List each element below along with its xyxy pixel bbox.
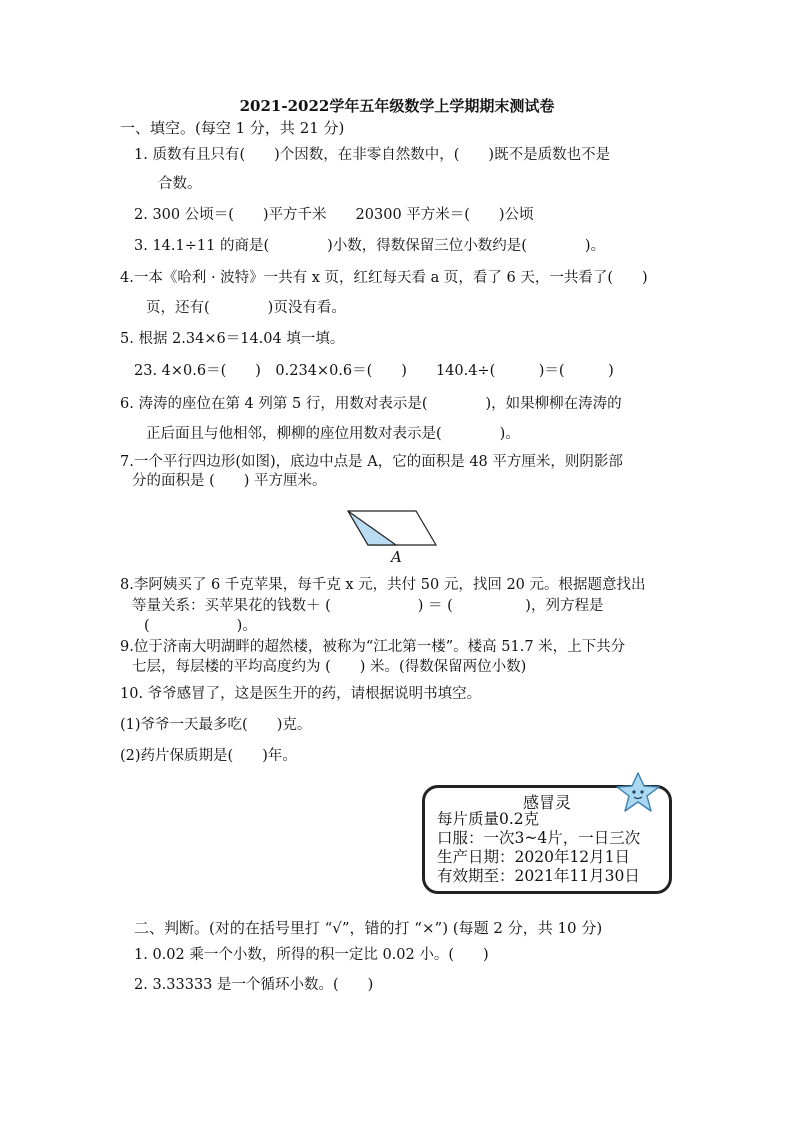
medicine-usage: 口服：一次3~4片，一日三次 [437, 829, 641, 847]
question-4-line-1: 4.一本《哈利 · 波特》一共有 x 页，红红每天看 a 页，看了 6 天，一共看了( ) [120, 270, 648, 286]
question-7-line-2: 分的面积是 ( ) 平方厘米。 [132, 473, 327, 489]
medicine-dose-mass: 每片质量0.2克 [437, 810, 540, 828]
section-2-heading: 二、判断。(对的在括号里打 “√”，错的打 “×”) (每题 2 分，共 10 分) [134, 919, 603, 937]
medicine-name: 感冒灵 [522, 793, 571, 812]
question-9-line-1: 9.位于济南大明湖畔的超然楼，被称为“江北第一楼”。楼高 51.7 米，上下共分 [120, 639, 626, 655]
medicine-expiry-date: 有效期至：2021年11月30日 [437, 867, 640, 885]
question-7-line-1: 7.一个平行四边形(如图)，底边中点是 A，它的面积是 48 平方厘米，则阴影部 [120, 454, 623, 470]
question-8-line-3: ( )。 [144, 618, 257, 634]
question-6-line-2: 正后面且与他相邻，柳柳的座位用数对表示是( )。 [146, 426, 520, 442]
point-a-label: A [391, 548, 402, 566]
shaded-triangle [348, 511, 396, 545]
question-10: 10. 爷爷感冒了，这是医生开的药，请根据说明书填空。 [120, 686, 482, 702]
question-1-line-2: 合数。 [158, 176, 202, 192]
question-3: 3. 14.1÷11 的商是( )小数，得数保留三位小数约是( )。 [134, 238, 606, 254]
question-5-blanks: 23. 4×0.6＝( ) 0.234×0.6＝( ) 140.4÷( )＝( ) [134, 363, 614, 379]
question-2: 2. 300 公顷＝( )平方千米 20300 平方米＝( )公顷 [134, 207, 534, 223]
question-9-line-2: 七层，每层楼的平均高度约为 ( ) 米。(得数保留两位小数) [132, 659, 527, 675]
question-8-line-2: 等量关系：买苹果花的钱数＋ ( ) ＝ ( )，列方程是 [132, 598, 604, 614]
question-10-part-1: (1)爷爷一天最多吃( )克。 [120, 717, 312, 733]
star-mascot-icon [612, 770, 664, 816]
medicine-production-date: 生产日期：2020年12月1日 [437, 848, 631, 866]
section-1-heading: 一、填空。(每空 1 分，共 21 分) [120, 119, 345, 137]
question-5: 5. 根据 2.34×6＝14.04 填一填。 [120, 331, 345, 347]
judgement-2: 2. 3.33333 是一个循环小数。( ) [134, 977, 374, 993]
question-1-line-1: 1. 质数有且只有( )个因数，在非零自然数中，( )既不是质数也不是 [134, 147, 611, 163]
page-title: 2021-2022学年五年级数学上学期期末测试卷 [239, 97, 555, 115]
parallelogram-figure [340, 505, 444, 567]
judgement-1: 1. 0.02 乘一个小数，所得的积一定比 0.02 小。( ) [134, 947, 489, 963]
question-6-line-1: 6. 涛涛的座位在第 4 列第 5 行，用数对表示是( )，如果柳柳在涛涛的 [120, 396, 622, 412]
question-8-line-1: 8.李阿姨买了 6 千克苹果，每千克 x 元，共付 50 元，找回 20 元。根据题意找出 [120, 577, 646, 593]
question-4-line-2: 页，还有( )页没有看。 [146, 300, 346, 316]
question-10-part-2: (2)药片保质期是( )年。 [120, 748, 297, 764]
